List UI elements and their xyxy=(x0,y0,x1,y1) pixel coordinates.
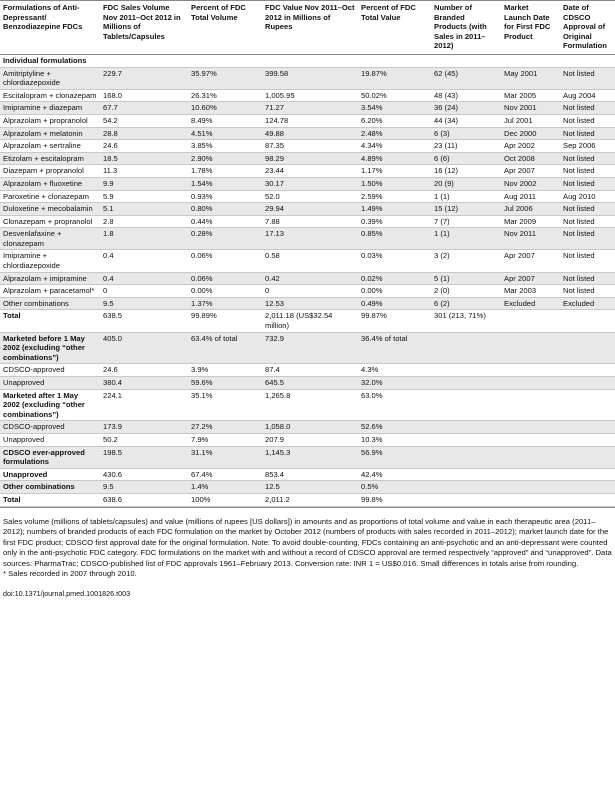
table-cell: 0 xyxy=(103,286,108,296)
table-cell: 7.9% xyxy=(191,434,209,444)
table-cell: 31.1% xyxy=(188,446,262,468)
table-body xyxy=(0,54,615,506)
table-cell xyxy=(501,446,560,468)
table-cell xyxy=(501,433,560,446)
row-label: Other combinations xyxy=(0,481,100,494)
table-cell: 18.5 xyxy=(100,152,188,165)
table-cell: 36 (24) xyxy=(431,102,501,115)
table-cell: 0.93% xyxy=(191,191,213,201)
column-header: FDC Sales Volume Nov 2011–Oct 2012 in Millions of Tablets/Capsules xyxy=(100,1,188,55)
table-cell: 1,005.95 xyxy=(265,90,295,100)
table-cell: 853.4 xyxy=(265,469,285,479)
table-cell xyxy=(560,493,615,506)
table-cell: 36.4% of total xyxy=(358,332,431,364)
table-cell: 380.4 xyxy=(100,377,188,390)
table-cell: Apr 2007 xyxy=(504,166,535,176)
table-cell: 52.0 xyxy=(265,191,280,201)
table-cell: 42.4% xyxy=(361,469,383,479)
table-cell xyxy=(501,468,560,481)
table-cell: 732.9 xyxy=(262,332,358,364)
column-header: Formulations of Anti-Depressant/ Benzodiazepine FDCs xyxy=(0,1,100,55)
table-cell: Excluded xyxy=(560,297,615,310)
table-cell: 301 (213, 71%) xyxy=(434,311,486,321)
table-cell xyxy=(560,364,615,377)
table-cell: 1.17% xyxy=(361,166,383,176)
summary-row xyxy=(0,493,615,506)
table-cell: 87.4 xyxy=(265,365,280,375)
table-cell: 3.54% xyxy=(358,102,431,115)
table-cell: 23.44 xyxy=(265,166,285,176)
table-cell: 638.5 xyxy=(103,311,123,321)
table-cell: Mar 2005 xyxy=(504,90,537,100)
row-label: Unapproved xyxy=(0,377,100,390)
table-cell: 1.4% xyxy=(188,481,262,494)
table-cell: 62 (45) xyxy=(431,67,501,89)
table-cell: 4.51% xyxy=(188,127,262,140)
table-row xyxy=(0,177,615,190)
table-row xyxy=(0,67,615,89)
table-cell: 229.7 xyxy=(100,67,188,89)
table-cell: Dec 2000 xyxy=(501,127,560,140)
table-cell: 198.5 xyxy=(100,446,188,468)
table-cell: 3.85% xyxy=(191,141,213,151)
table-cell: 1.54% xyxy=(188,177,262,190)
table-cell: 430.6 xyxy=(103,469,123,479)
table-cell: 50.02% xyxy=(361,90,387,100)
table-row xyxy=(0,89,615,102)
row-label: Other combinations xyxy=(0,297,100,310)
table-cell: Nov 2002 xyxy=(501,177,560,190)
summary-row xyxy=(0,377,615,390)
table-cell: 26.31% xyxy=(191,90,217,100)
table-cell xyxy=(431,468,501,481)
table-cell: Not listed xyxy=(560,228,615,250)
table-cell: 0.02% xyxy=(358,272,431,285)
table-cell xyxy=(560,446,615,468)
table-row xyxy=(0,228,615,250)
table-row xyxy=(0,165,615,178)
table-cell: Aug 2011 xyxy=(504,191,536,201)
table-cell: 3 (2) xyxy=(434,251,450,261)
table-row xyxy=(0,215,615,228)
table-cell: 2.8 xyxy=(103,216,114,226)
row-label: Imipramine + chlordiazepoxide xyxy=(3,251,60,271)
table-cell: 2.48% xyxy=(358,127,431,140)
table-cell: 1 (1) xyxy=(434,191,450,201)
table-cell: Apr 2007 xyxy=(501,272,560,285)
table-cell: Not listed xyxy=(560,203,615,216)
table-cell xyxy=(431,364,501,377)
table-cell: 1.78% xyxy=(191,166,213,176)
table-cell: 29.94 xyxy=(262,203,358,216)
table-cell: 6 (2) xyxy=(431,297,501,310)
table-cell: Not listed xyxy=(563,115,595,125)
table-cell: 98.29 xyxy=(262,152,358,165)
table-cell: Excluded xyxy=(501,297,560,310)
table-cell: 48 (43) xyxy=(434,90,459,100)
row-label: Paroxetine + clonazepam xyxy=(3,191,89,201)
table-cell: 0.4 xyxy=(100,272,188,285)
table-cell: 30.17 xyxy=(262,177,358,190)
table-cell: 12.53 xyxy=(262,297,358,310)
doi-text: doi:10.1371/journal.pmed.1001826.t003 xyxy=(3,588,131,598)
row-label: Marketed before 1 May 2002 (excluding “other combinations”) xyxy=(0,332,100,364)
table-cell: 23 (11) xyxy=(434,141,458,151)
row-label: Marketed after 1 May 2002 (excluding “other combinations”) xyxy=(3,390,85,419)
table-cell: 0.49% xyxy=(358,297,431,310)
table-cell: 645.5 xyxy=(262,377,358,390)
table-cell: 1,145.3 xyxy=(262,446,358,468)
table-cell: 52.6% xyxy=(358,421,431,434)
table-cell: 71.27 xyxy=(262,102,358,115)
table-cell: 168.0 xyxy=(103,90,123,100)
table-cell xyxy=(560,421,615,434)
table-cell xyxy=(431,493,501,506)
table-cell: 4.3% xyxy=(361,365,379,375)
table-cell: 10.60% xyxy=(188,102,262,115)
table-cell: 0.28% xyxy=(188,228,262,250)
table-cell: 8.49% xyxy=(191,115,213,125)
row-label: Escitalopram + clonazepam xyxy=(3,90,97,100)
row-label: Alprazolam + propranolol xyxy=(3,115,88,125)
table-cell: 100% xyxy=(191,494,211,504)
table-cell xyxy=(501,377,560,390)
table-cell xyxy=(501,310,560,332)
table-cell: 12.5 xyxy=(262,481,358,494)
row-label: Unapproved xyxy=(3,434,45,444)
table-cell: 59.6% xyxy=(188,377,262,390)
table-cell: 7 (7) xyxy=(434,216,450,226)
row-label: Total xyxy=(3,311,21,321)
table-cell xyxy=(560,433,615,446)
summary-row xyxy=(0,481,615,494)
table-footnote: * Sales recorded in 2007 through 2010. xyxy=(3,569,137,579)
table-cell: 1.50% xyxy=(358,177,431,190)
row-label: CDSCO-approved xyxy=(3,365,65,375)
table-row xyxy=(0,285,615,298)
table-row xyxy=(0,140,615,153)
summary-row xyxy=(0,468,615,481)
table-cell: 50.2 xyxy=(103,434,118,444)
table-cell: 49.88 xyxy=(262,127,358,140)
table-cell xyxy=(560,468,615,481)
table-cell: Not listed xyxy=(563,251,595,261)
table-cell: 0.06% xyxy=(188,272,262,285)
table-cell: 24.6 xyxy=(103,141,118,151)
table-cell: 0.42 xyxy=(262,272,358,285)
table-cell: 56.9% xyxy=(358,446,431,468)
table-cell xyxy=(431,389,501,421)
summary-row xyxy=(0,332,615,364)
table-cell: 54.2 xyxy=(103,115,118,125)
column-header: Date of CDSCO Approval of Original Formulation xyxy=(560,1,615,55)
table-cell: 1.8 xyxy=(100,228,188,250)
table-cell: 0.03% xyxy=(361,251,383,261)
table-cell: Not listed xyxy=(563,216,595,226)
table-cell: 173.9 xyxy=(100,421,188,434)
table-cell: Sep 2006 xyxy=(563,141,596,151)
table-cell: Not listed xyxy=(560,67,615,89)
column-header: Number of Branded Products (with Sales in 2011–2012) xyxy=(431,1,501,55)
table-cell xyxy=(560,389,615,421)
table-cell: Jul 2006 xyxy=(501,203,560,216)
table-cell: 9.5 xyxy=(100,297,188,310)
table-cell: May 2001 xyxy=(501,67,560,89)
section-label: Individual formulations xyxy=(3,55,87,65)
table-cell: 0 xyxy=(265,286,270,296)
table-cell: 20 (9) xyxy=(431,177,501,190)
summary-row xyxy=(0,389,615,421)
row-label: Clonazepam + propranolol xyxy=(3,216,93,226)
table-cell: 6.20% xyxy=(361,115,383,125)
table-cell: Not listed xyxy=(560,272,615,285)
row-label: Imipramine + diazepam xyxy=(0,102,100,115)
table-cell: 7.88 xyxy=(265,216,280,226)
row-label: CDSCO ever-approved formulations xyxy=(0,446,100,468)
table-cell: 24.6 xyxy=(103,365,118,375)
table-cell: 5.1 xyxy=(100,203,188,216)
table-cell: 0.44% xyxy=(191,216,213,226)
table-cell xyxy=(560,481,615,494)
summary-row xyxy=(0,421,615,434)
table-cell: Apr 2002 xyxy=(504,141,535,151)
table-cell: 2,011.2 xyxy=(265,494,290,504)
table-cell: 0.00% xyxy=(361,286,383,296)
table-cell: 2,011.18 (US$32.54 million) xyxy=(265,311,333,331)
table-cell: Nov 2001 xyxy=(501,102,560,115)
table-cell: 9.5 xyxy=(100,481,188,494)
table-cell: 35.1% xyxy=(191,390,213,400)
table-cell: 10.3% xyxy=(361,434,383,444)
table-cell: 67.7 xyxy=(100,102,188,115)
table-cell: 63.0% xyxy=(361,390,383,400)
table-cell: 9.9 xyxy=(100,177,188,190)
table-cell: 6 (3) xyxy=(431,127,501,140)
table-cell: Jul 2001 xyxy=(504,115,533,125)
table-row xyxy=(0,114,615,127)
table-cell: 207.9 xyxy=(265,434,285,444)
table-row xyxy=(0,203,615,216)
table-cell: 1 (1) xyxy=(431,228,501,250)
table-cell: Not listed xyxy=(560,152,615,165)
table-cell: 5 (1) xyxy=(431,272,501,285)
table-cell: 0.4 xyxy=(103,251,114,261)
section-row xyxy=(0,54,615,67)
table-cell: Not listed xyxy=(560,127,615,140)
table-cell: 16 (12) xyxy=(434,166,459,176)
table-cell: Not listed xyxy=(560,102,615,115)
table-cell: 4.34% xyxy=(361,141,383,151)
table-caption: Sales volume (millions of tablets/capsules) and value (millions of rupees [US dollars]) in amounts and as proportions of total volume and value in each therapeutic area (2011–2012); numbers of branded products of each FDC formulation on the market by October 2012 (numbers of products with sales recorded in 2011–2012); market launch date for the first FDC product; CDSCO first approval date for the original formulation. Note: To avoid double-counting, FDCs containing an anti-psychotic and an anti-depressant were counted only in the anti-psychotic FDC category. FDC formulations on the market with and without a record of CDSCO approval are termed respectively “approved” and “unapproved”. Data sources: PharmaTrac; CDSCO-published list of FDC approvals 1961–February 2013. Conversion rate: INR 1 = US$0.016. Small differences in totals arise from rounding. xyxy=(0,507,615,570)
table-cell: Not listed xyxy=(563,166,595,176)
table-cell xyxy=(431,433,501,446)
table-cell: 32.0% xyxy=(358,377,431,390)
table-cell xyxy=(560,332,615,364)
table-cell: 2.59% xyxy=(361,191,383,201)
row-label: Etizolam + escitalopram xyxy=(0,152,100,165)
table-cell: 28.8 xyxy=(100,127,188,140)
row-label: Total xyxy=(3,494,21,504)
table-row xyxy=(0,250,615,272)
table-cell xyxy=(431,332,501,364)
table-cell: 0.06% xyxy=(191,251,213,261)
table-cell xyxy=(501,481,560,494)
row-label: Alprazolam + paracetamol* xyxy=(3,286,95,296)
table-cell: 1.37% xyxy=(188,297,262,310)
table-cell: 0.58 xyxy=(265,251,280,261)
column-header: FDC Value Nov 2011–Oct 2012 in Millions of Rupees xyxy=(262,1,358,55)
row-label: CDSCO-approved xyxy=(0,421,100,434)
table-cell xyxy=(501,364,560,377)
summary-row xyxy=(0,364,615,377)
table-cell: 124.78 xyxy=(265,115,289,125)
column-header: Percent of FDC Total Value xyxy=(358,1,431,55)
table-cell: 638.6 xyxy=(103,494,123,504)
table-cell: 2.90% xyxy=(188,152,262,165)
table-cell: 0.85% xyxy=(358,228,431,250)
row-label: Alprazolam + melatonin xyxy=(0,127,100,140)
table-row xyxy=(0,297,615,310)
column-header: Percent of FDC Total Volume xyxy=(188,1,262,55)
table-cell: 6 (6) xyxy=(431,152,501,165)
table-cell: 63.4% of total xyxy=(188,332,262,364)
table-cell: 99.89% xyxy=(191,311,217,321)
table-cell: 399.58 xyxy=(262,67,358,89)
table-cell: 99.87% xyxy=(361,311,387,321)
row-label: Alprazolam + sertraline xyxy=(3,141,81,151)
table-cell: 35.97% xyxy=(188,67,262,89)
row-label: Alprazolam + fluoxetine xyxy=(0,177,100,190)
table-cell xyxy=(501,389,560,421)
table-cell: 99.8% xyxy=(361,494,383,504)
table-cell: 3.9% xyxy=(191,365,209,375)
table-cell: Not listed xyxy=(560,177,615,190)
row-label: Unapproved xyxy=(3,469,48,479)
table-cell: 11.3 xyxy=(103,166,118,176)
table-cell: 405.0 xyxy=(100,332,188,364)
row-label: Duloxetine + mecobalamin xyxy=(0,203,100,216)
table-cell: 5.9 xyxy=(103,191,114,201)
column-header: Market Launch Date for First FDC Product xyxy=(501,1,560,55)
row-label: Desvenlafaxine + clonazepam xyxy=(0,228,100,250)
table-cell: 0.5% xyxy=(358,481,431,494)
table-cell: 44 (34) xyxy=(434,115,459,125)
table-cell: Apr 2007 xyxy=(504,251,535,261)
table-cell: Oct 2008 xyxy=(501,152,560,165)
table-cell: 1,058.0 xyxy=(262,421,358,434)
table-cell: 19.87% xyxy=(358,67,431,89)
table-cell: Mar 2003 xyxy=(504,286,537,296)
table-cell: 15 (12) xyxy=(431,203,501,216)
table-cell: Mar 2009 xyxy=(504,216,537,226)
table-cell: 0.80% xyxy=(188,203,262,216)
row-label: Alprazolam + imipramine xyxy=(0,272,100,285)
table-row xyxy=(0,190,615,203)
table-cell: Not listed xyxy=(563,286,595,296)
table-cell xyxy=(501,493,560,506)
table-cell: 0.39% xyxy=(361,216,383,226)
table-cell: 224.1 xyxy=(103,390,123,400)
table-cell xyxy=(560,377,615,390)
table-row xyxy=(0,102,615,115)
table-cell: Aug 2010 xyxy=(563,191,596,201)
total-row xyxy=(0,310,615,332)
table-cell: 1,265.8 xyxy=(265,390,291,400)
table-cell: 87.35 xyxy=(265,141,285,151)
row-label: Diazepam + propranolol xyxy=(3,166,84,176)
summary-row xyxy=(0,433,615,446)
row-label: Amitriptyline + chlordiazepoxide xyxy=(0,67,100,89)
table-row xyxy=(0,127,615,140)
table-row xyxy=(0,272,615,285)
table-cell: Nov 2011 xyxy=(501,228,560,250)
table-cell: 67.4% xyxy=(191,469,213,479)
table-cell xyxy=(560,310,615,332)
table-cell: 0.00% xyxy=(191,286,213,296)
table-cell xyxy=(431,481,501,494)
table-cell: 4.89% xyxy=(358,152,431,165)
table-cell: 2 (0) xyxy=(434,286,450,296)
table-cell: 17.13 xyxy=(262,228,358,250)
table-cell xyxy=(501,332,560,364)
header-row xyxy=(0,1,615,55)
table-cell xyxy=(501,421,560,434)
table-cell: 1.49% xyxy=(358,203,431,216)
table-cell xyxy=(431,446,501,468)
table-cell xyxy=(431,377,501,390)
table-cell: Aug 2004 xyxy=(563,90,596,100)
table-row xyxy=(0,152,615,165)
table-cell xyxy=(431,421,501,434)
summary-row xyxy=(0,446,615,468)
table-cell: 27.2% xyxy=(188,421,262,434)
